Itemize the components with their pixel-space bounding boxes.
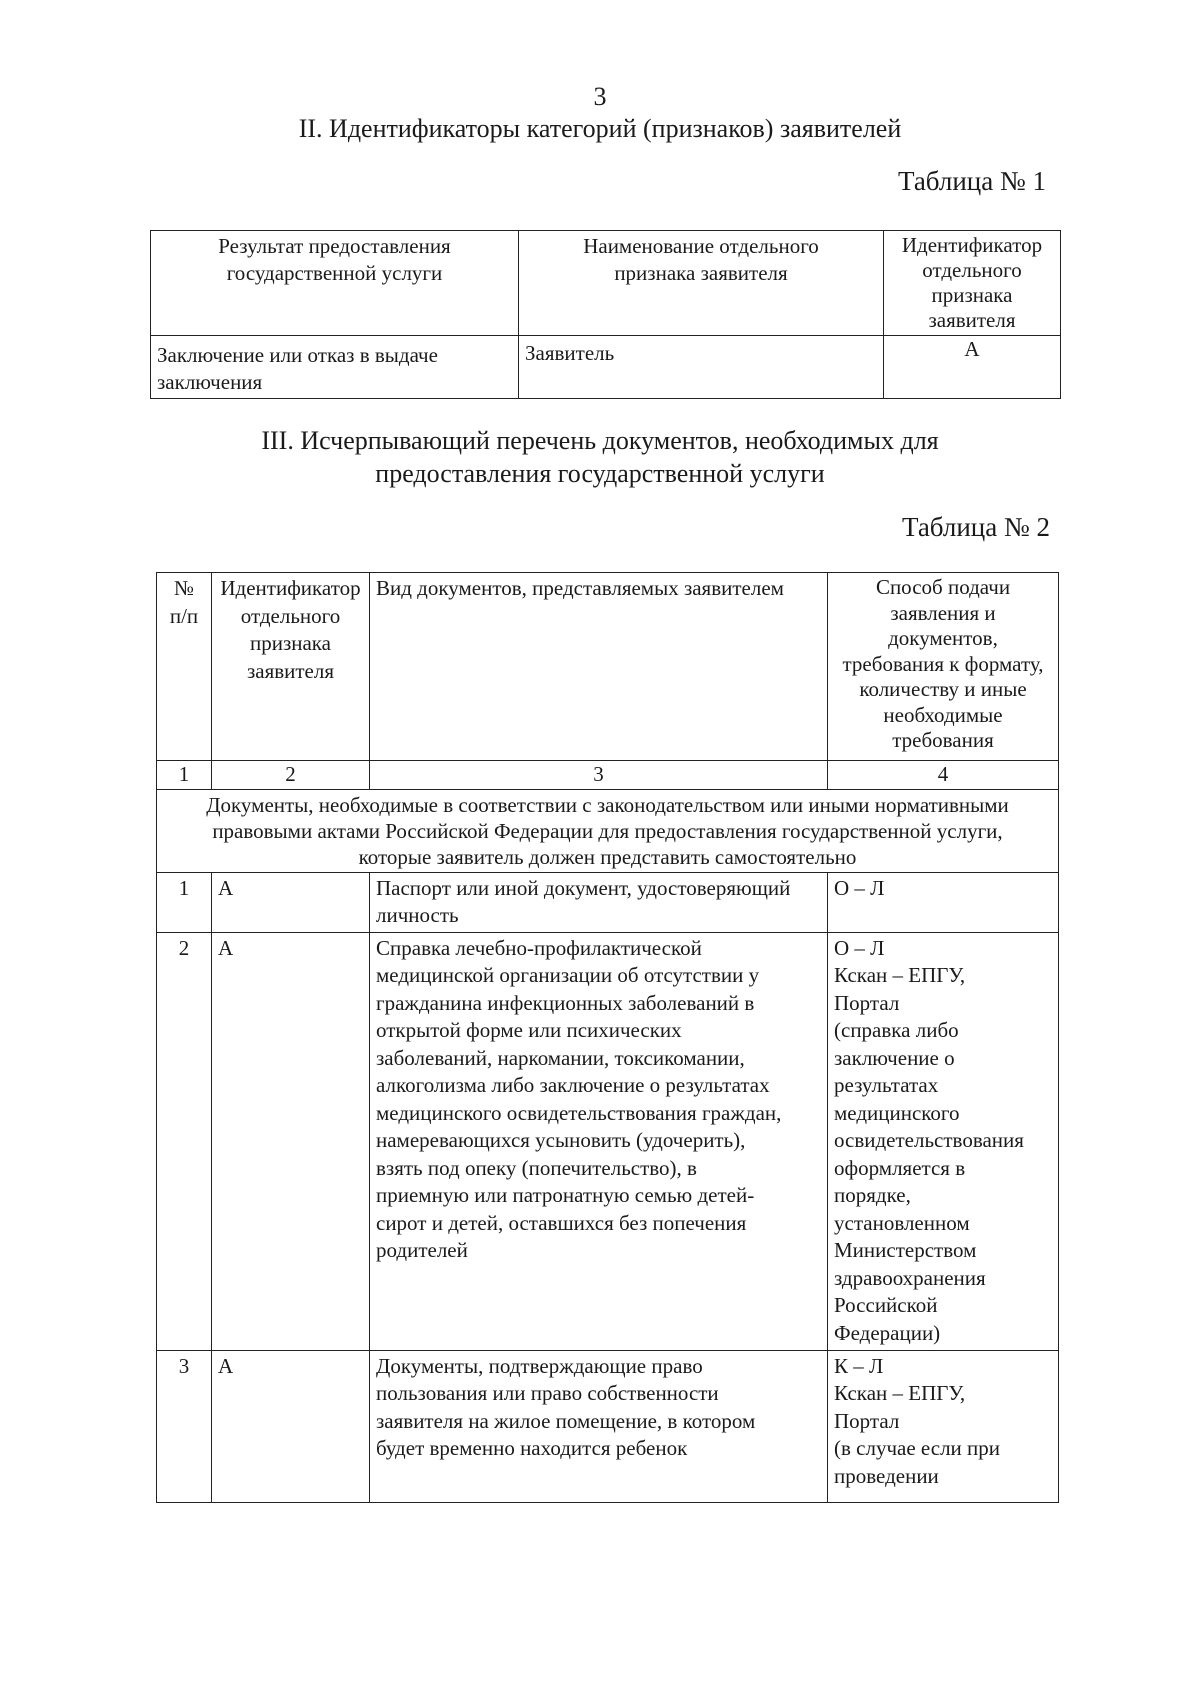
group-heading-line: которые заявитель должен представить самостоятельно [358,844,857,869]
table-1-cell-result [151,336,519,399]
table-row [157,1350,1059,1502]
header-line: заявителя [928,308,1016,332]
table-1 [150,230,1061,399]
table-2-header-row [157,573,1059,761]
header-line: Способ подачи [875,575,1011,599]
table-1-cell-id: А [884,336,1061,399]
row-number: 2 [157,932,212,1350]
row-doc [370,932,828,1350]
method-line: Министерством [834,1238,977,1262]
method-line: установленном [834,1210,970,1235]
table-2-header-num [157,573,212,761]
doc-line: заявителя на жилое помещение, в котором [376,1408,756,1433]
doc-line: Документы, подтверждающие право [376,1353,703,1378]
header-line: п/п [169,603,199,628]
group-heading-line: правовыми актами Российской Федерации для предоставления государственной услуги, [212,818,1003,843]
method-line: результатах [834,1073,939,1097]
row-method [828,872,1059,932]
section-3-title-line-1: III. Исчерпывающий перечень документов, необходимых для [261,426,939,455]
method-line: Портал [834,990,900,1015]
doc-line: медицинского освидетельствования граждан, [376,1100,782,1125]
table-2-header-id [212,573,370,761]
header-line: Результат предоставления [218,234,451,258]
header-line: признака [249,631,332,655]
column-number: 3 [370,761,828,790]
header-line: Идентификатор [901,233,1043,257]
column-number: 2 [212,761,370,790]
header-line: Идентификатор [220,576,361,600]
table-2-label: Таблица № 2 [902,512,1050,542]
header-line: необходимые [883,702,1003,727]
cell-line: Заключение или отказ в выдаче [157,343,438,367]
header-line: количеству и иные [859,677,1027,701]
header-line: Вид документов, представляемых заявителем [376,576,784,600]
method-line: О – Л [834,875,885,900]
method-line: Кскан – ЕПГУ, [834,1381,966,1405]
method-line: освидетельствования [834,1128,1024,1152]
header-line: документов, [888,626,998,650]
header-line: Наименование отдельного [583,234,819,258]
doc-line: Паспорт или иной документ, удостоверяющий [376,875,791,900]
table-1-header-row [151,231,1061,336]
method-line: Федерации) [834,1320,941,1345]
header-line: отдельного [240,603,341,628]
table-2-header-method [828,573,1059,761]
method-line: оформляется в [834,1155,966,1180]
table-1-header-id [884,231,1061,336]
table-2-header-doc [370,573,828,761]
doc-line: приемную или патронатную семью детей- [376,1183,755,1207]
row-method [828,1350,1059,1502]
doc-line: будет временно находится ребенок [376,1436,688,1460]
header-line: заявителя [246,658,335,683]
method-line: порядке, [834,1183,911,1207]
group-heading-line: Документы, необходимые в соответствии с законодательством или иными нормативными [206,792,1009,817]
cell-line: заключения [157,370,263,394]
table-1-header-result [151,231,519,336]
table-1-row [151,336,1061,399]
method-line: заключение о [834,1045,955,1070]
table-2 [156,572,1059,1503]
section-2-title: II. Идентификаторы категорий (признаков) заявителей [298,114,902,143]
doc-line: взять под опеку (попечительство), в [376,1155,697,1180]
row-doc [370,872,828,932]
row-method [828,932,1059,1350]
header-line: заявления и [890,600,996,625]
section-3-title-line-2: предоставления государственной услуги [375,459,825,488]
doc-line: намеревающихся усыновить (удочерить), [376,1128,746,1152]
doc-line: заболеваний, наркомании, токсикомании, [376,1045,745,1070]
doc-line: пользования или право собственности [376,1381,719,1405]
row-doc [370,1350,828,1502]
doc-line: алкоголизма либо заключение о результатах [376,1073,770,1097]
table-row [157,872,1059,932]
method-line: О – Л [834,935,885,960]
row-id: А [212,872,370,932]
method-line: Кскан – ЕПГУ, [834,963,966,987]
doc-line: сирот и детей, оставшихся без попечения [376,1210,747,1235]
row-number: 1 [157,872,212,932]
header-line: № [173,576,195,600]
method-line: Портал [834,1408,900,1433]
row-id: А [212,1350,370,1502]
method-line: (в случае если при [834,1436,1001,1460]
header-line: признака [931,283,1013,307]
row-id: А [212,932,370,1350]
table-2-group-heading [157,789,1059,872]
table-1-cell-name: Заявитель [519,336,884,399]
table-1-header-name [519,231,884,336]
doc-line: медицинской организации об отсутствии у [376,963,760,987]
column-number: 4 [828,761,1059,790]
table-2-column-numbers-row [157,761,1059,790]
row-number: 3 [157,1350,212,1502]
method-line: проведении [834,1463,939,1488]
method-line: (справка либо [834,1018,959,1042]
table-row [157,932,1059,1350]
table-2-group-heading-row [157,789,1059,872]
header-line: государственной услуги [226,261,443,285]
doc-line: Справка лечебно-профилактической [376,935,702,960]
header-line: требования [892,728,994,752]
header-line: отдельного [922,258,1022,282]
header-line: признака заявителя [614,261,788,285]
doc-line: родителей [376,1238,468,1262]
doc-line: личность [376,903,459,927]
method-line: К – Л [834,1353,884,1378]
method-line: Российской [834,1293,938,1317]
header-line: требования к формату, [842,651,1044,676]
column-number: 1 [157,761,212,790]
doc-line: открытой форме или психических [376,1018,682,1042]
doc-line: гражданина инфекционных заболеваний в [376,990,755,1015]
method-line: здравоохранения [834,1265,986,1290]
page-number: 3 [593,82,607,111]
table-1-label: Таблица № 1 [898,166,1046,196]
method-line: медицинского [834,1100,960,1125]
